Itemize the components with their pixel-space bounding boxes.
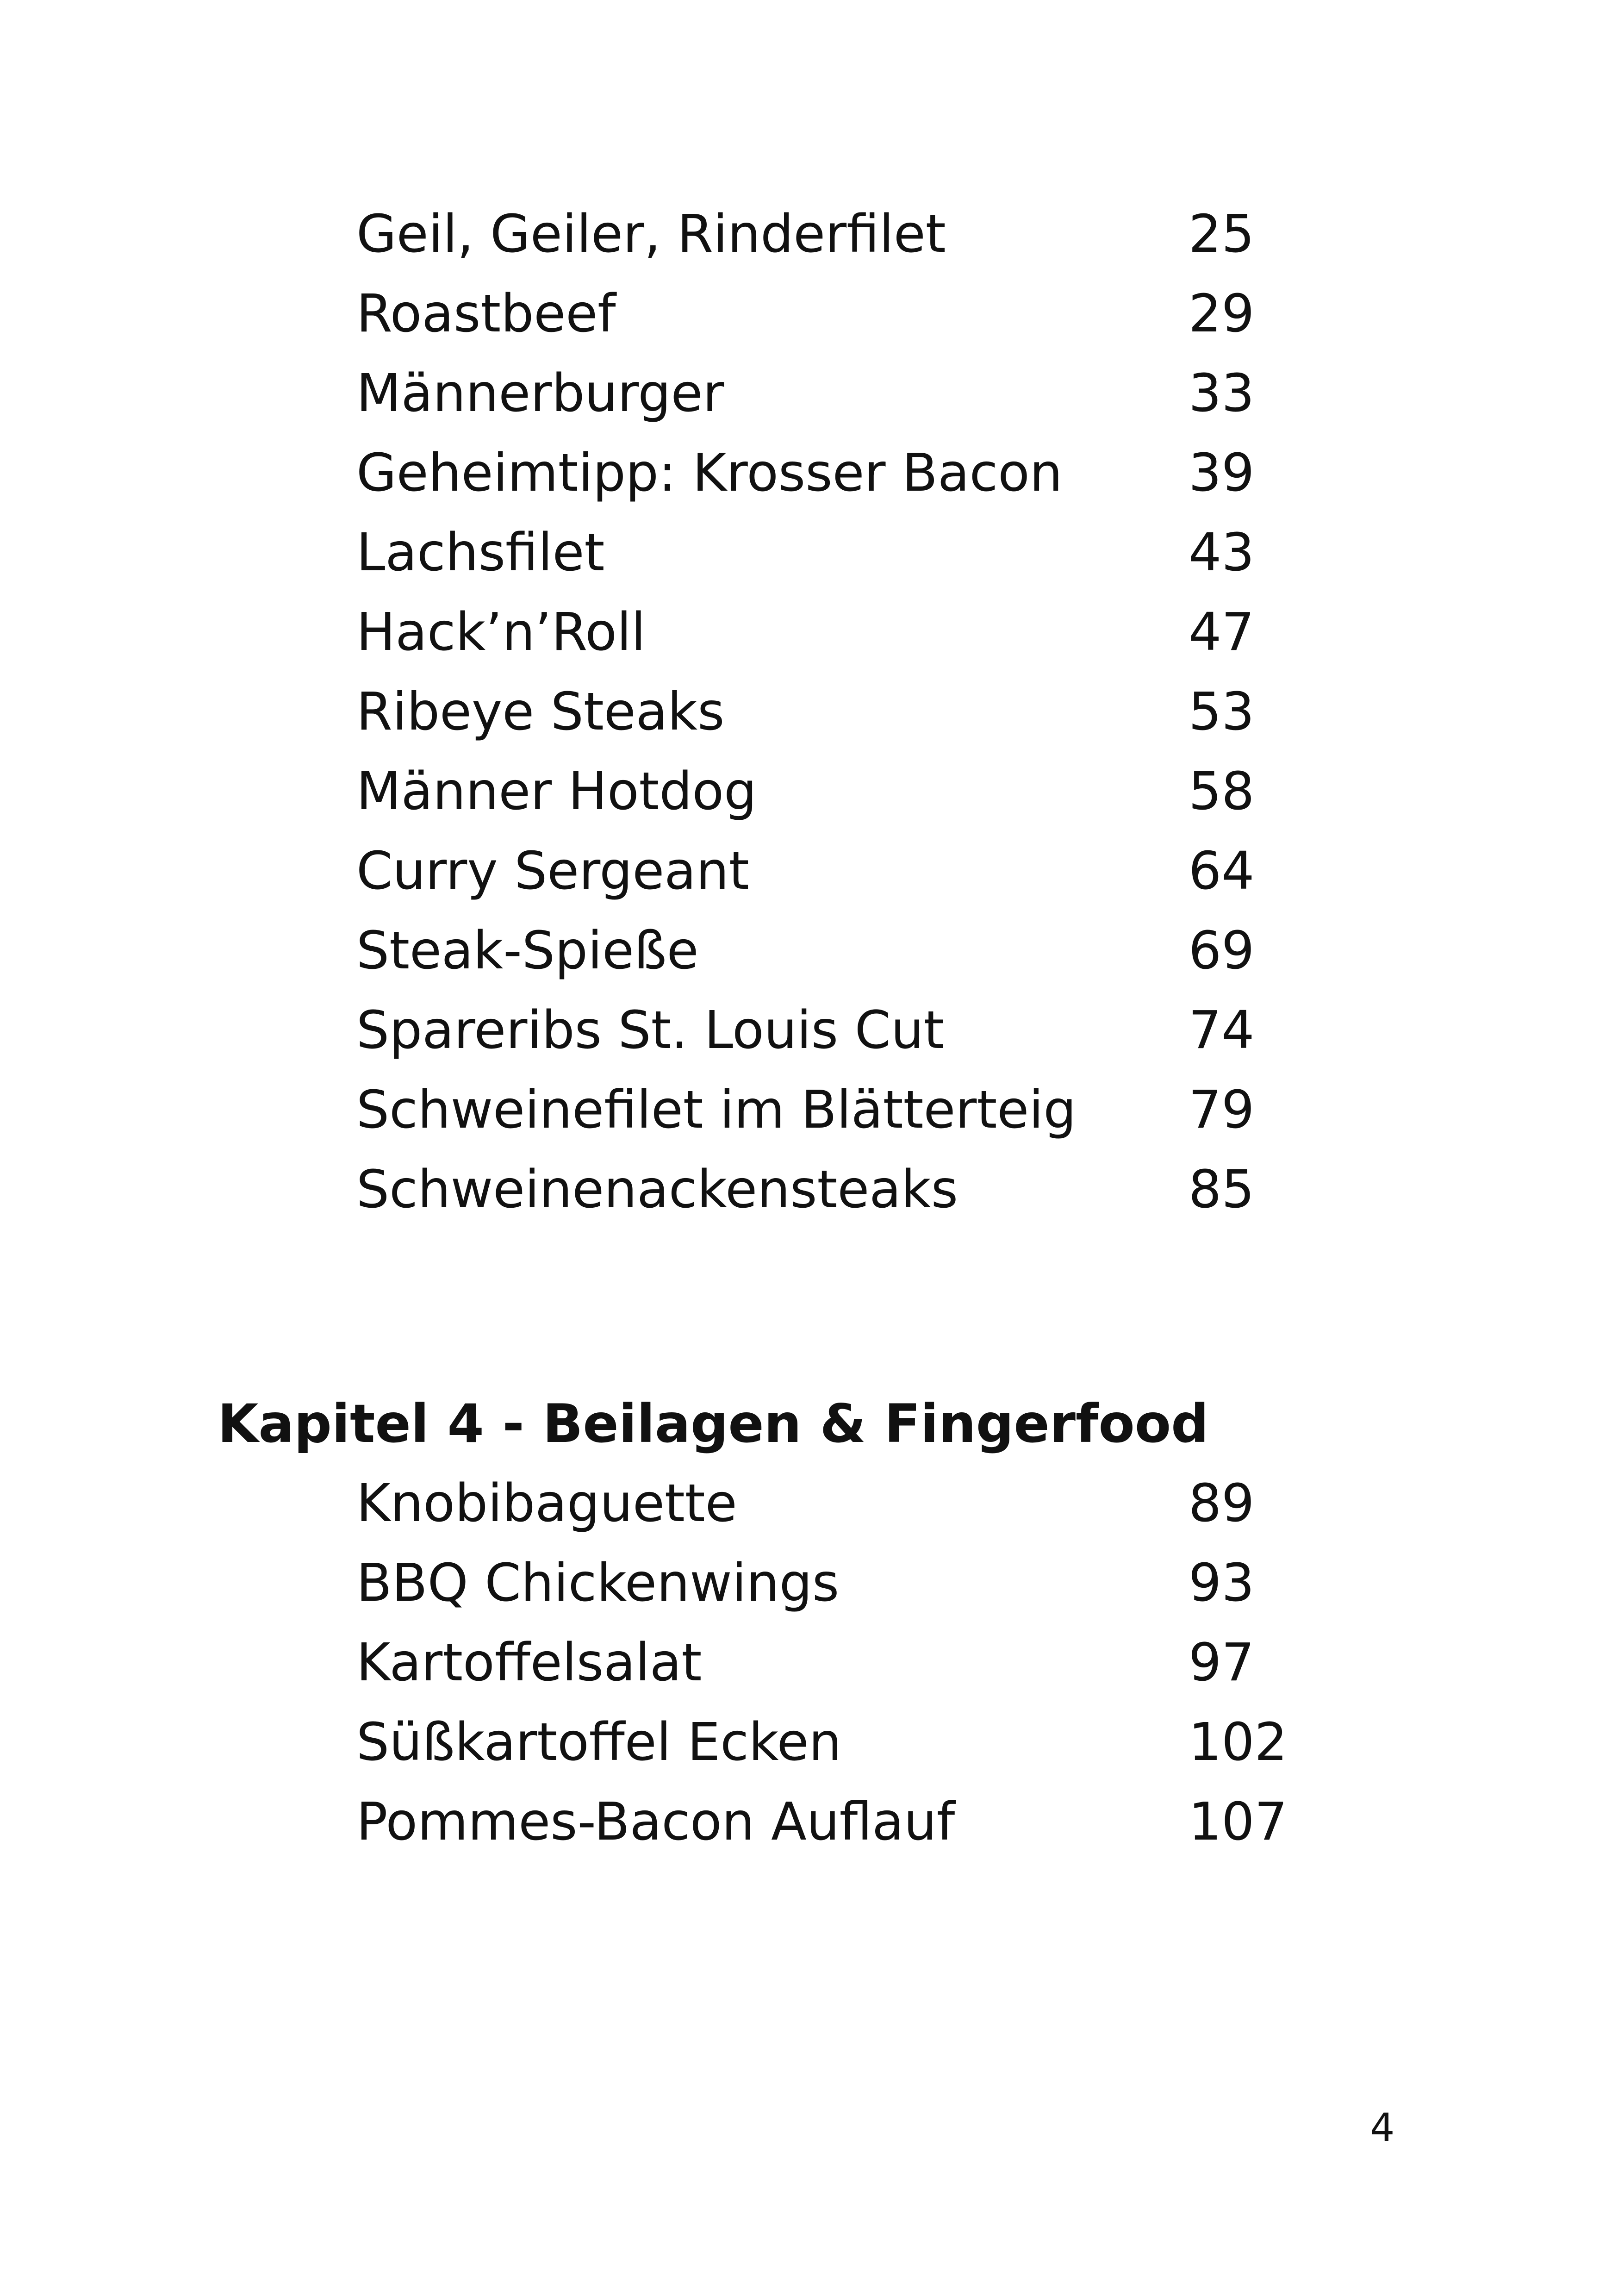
toc-entry-page: 33 <box>1189 363 1255 424</box>
toc-entry <box>0 1150 1618 1229</box>
toc-entry-page: 85 <box>1189 1160 1255 1220</box>
toc-entry-page: 47 <box>1189 602 1255 662</box>
toc-entry-page: 107 <box>1189 1792 1288 1852</box>
toc-entry <box>0 991 1618 1070</box>
toc-entry <box>0 672 1618 752</box>
toc-entry-title: Roastbeef <box>356 284 616 344</box>
toc-entry-title: Männerburger <box>356 363 724 424</box>
toc-entry-page: 64 <box>1189 841 1255 901</box>
toc-entry <box>0 354 1618 433</box>
toc-entry <box>0 1623 1618 1703</box>
toc-entry <box>0 1703 1618 1782</box>
toc-entry-title: BBQ Chickenwings <box>356 1553 840 1613</box>
toc-entry <box>0 911 1618 991</box>
toc-entry-page: 89 <box>1189 1473 1255 1534</box>
toc-entry-page: 39 <box>1189 443 1255 503</box>
toc-entry-title: Männer Hotdog <box>356 761 757 822</box>
toc-entry <box>0 274 1618 354</box>
toc-entry-page: 74 <box>1189 1000 1255 1061</box>
page-number: 4 <box>1370 2105 1395 2150</box>
toc-entry-page: 58 <box>1189 761 1255 822</box>
toc-entry <box>0 593 1618 672</box>
toc-entry <box>0 513 1618 593</box>
toc-entry-title: Spareribs St. Louis Cut <box>356 1000 944 1061</box>
toc-entry-page: 93 <box>1189 1553 1255 1613</box>
toc-entry-page: 79 <box>1189 1080 1255 1140</box>
toc-entry-page: 102 <box>1189 1712 1288 1772</box>
toc-entry-title: Schweinefilet im Blätterteig <box>356 1080 1077 1140</box>
toc-entry <box>0 1464 1618 1543</box>
toc-entry-title: Knobibaguette <box>356 1473 737 1534</box>
toc-entry-title: Kartoffelsalat <box>356 1633 702 1693</box>
chapter-heading: Kapitel 4 - Beilagen & Fingerfood <box>218 1393 1209 1454</box>
toc-entry <box>0 1543 1618 1623</box>
toc-entry-page: 29 <box>1189 284 1255 344</box>
toc-entry-title: Ribeye Steaks <box>356 682 725 742</box>
toc-entry-page: 97 <box>1189 1633 1255 1693</box>
toc-entry-title: Lachsfilet <box>356 523 605 583</box>
toc-entry-title: Curry Sergeant <box>356 841 749 901</box>
toc-entry <box>0 1782 1618 1862</box>
toc-entry <box>0 194 1618 274</box>
toc-entry-title: Steak-Spieße <box>356 921 699 981</box>
toc-entry-title: Hack’n’Roll <box>356 602 646 662</box>
toc-entry-title: Geheimtipp: Krosser Bacon <box>356 443 1063 503</box>
toc-entry-page: 69 <box>1189 921 1255 981</box>
toc-entry-title: Geil, Geiler, Rinderfilet <box>356 204 946 264</box>
toc-entry <box>0 433 1618 513</box>
toc-entry-title: Pommes-Bacon Auflauf <box>356 1792 955 1852</box>
toc-entry <box>0 1070 1618 1150</box>
toc-entry <box>0 831 1618 911</box>
toc-entry-page: 43 <box>1189 523 1255 583</box>
toc-entry-title: Süßkartoffel Ecken <box>356 1712 842 1772</box>
toc-entry-page: 53 <box>1189 682 1255 742</box>
toc-entry-title: Schweinenackensteaks <box>356 1160 958 1220</box>
toc-entry-page: 25 <box>1189 204 1255 264</box>
toc-entry <box>0 752 1618 831</box>
